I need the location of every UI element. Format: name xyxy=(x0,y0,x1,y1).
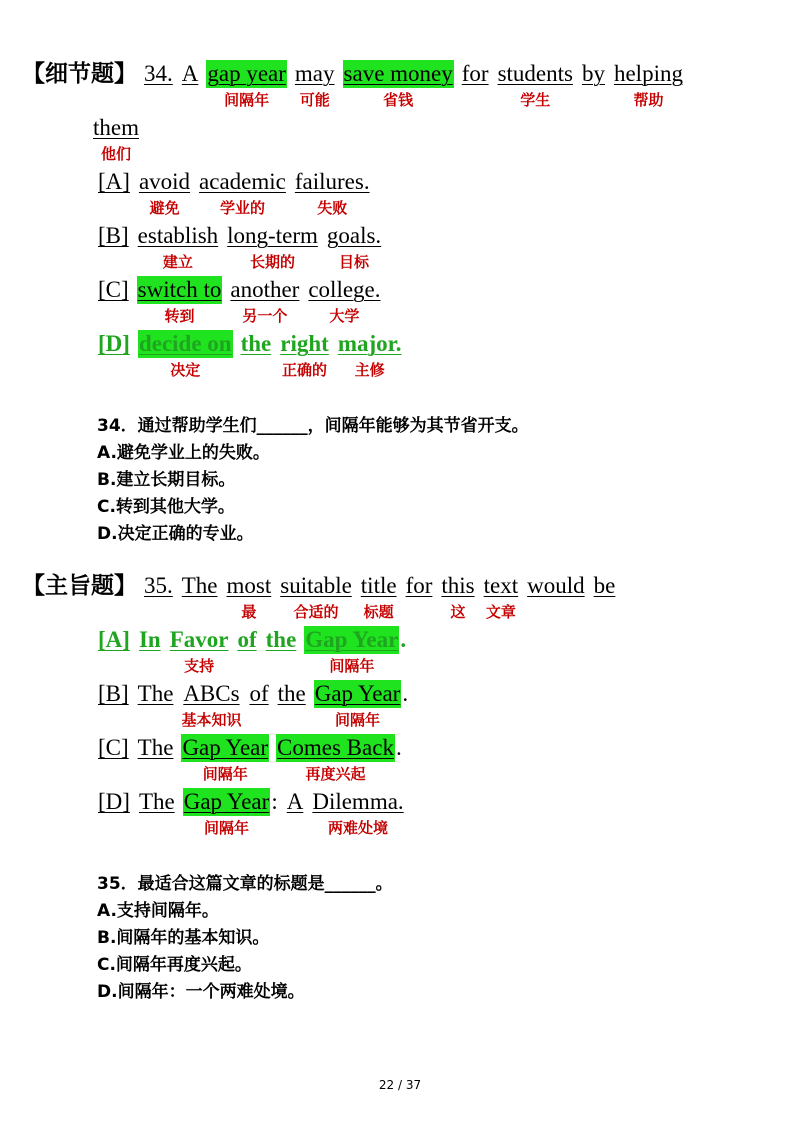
word-token xyxy=(581,60,606,110)
english-word: [D] xyxy=(98,789,130,814)
chinese-gloss: 文章 xyxy=(485,603,516,621)
english-word: 35. xyxy=(144,573,173,598)
word-token xyxy=(137,734,175,762)
chinese-gloss: 间隔年 xyxy=(202,765,248,783)
highlighted-word: Gap Year xyxy=(314,681,401,706)
word-token xyxy=(143,572,174,622)
word-token xyxy=(97,788,131,816)
chinese-gloss: 标题 xyxy=(363,603,394,621)
english-word: The xyxy=(138,789,175,814)
english-word: of xyxy=(237,627,257,652)
chinese-gloss: 再度兴起 xyxy=(305,765,366,783)
word-token xyxy=(181,60,200,110)
chinese-gloss: 决定 xyxy=(170,361,201,379)
english-word: [D] xyxy=(98,331,130,356)
english-word: may xyxy=(294,61,335,86)
word-token xyxy=(97,626,131,654)
english-word: the xyxy=(277,681,306,706)
word-token xyxy=(138,626,162,654)
english-word: text xyxy=(483,573,519,598)
q34-stem-line-2 xyxy=(92,114,147,164)
chinese-gloss: 目标 xyxy=(339,253,370,271)
word-token xyxy=(229,276,300,326)
chinese-gloss: 大学 xyxy=(329,307,360,325)
chinese-gloss: 学业的 xyxy=(219,199,265,217)
word-token xyxy=(97,734,130,762)
q35-option-c xyxy=(97,734,410,784)
chinese-gloss: 学生 xyxy=(520,91,551,109)
word-token xyxy=(343,60,454,110)
q35-stem-line-1 xyxy=(22,572,623,622)
chinese-gloss: 建立 xyxy=(162,253,193,271)
word-token xyxy=(97,276,130,304)
word-token xyxy=(169,626,230,676)
q35-option-b xyxy=(97,680,416,730)
word-token xyxy=(286,788,305,816)
word-token xyxy=(198,168,287,218)
english-word: for xyxy=(461,61,489,86)
q34-option-b xyxy=(97,222,389,272)
chinese-gloss: 支持 xyxy=(184,657,215,675)
word-token xyxy=(497,60,574,110)
q34-option-a xyxy=(97,168,378,218)
english-word: establish xyxy=(137,223,219,248)
word-token xyxy=(137,222,220,272)
english-word: them xyxy=(93,115,139,140)
page-number: 22 / 37 xyxy=(378,1078,422,1092)
english-word: long-term xyxy=(227,223,318,248)
english-word: 34. xyxy=(144,61,173,86)
english-word: college. xyxy=(308,277,381,302)
chinese-gloss: 长期的 xyxy=(250,253,296,271)
word-token xyxy=(526,572,586,622)
english-word: . xyxy=(400,627,407,652)
chinese-gloss: 最 xyxy=(241,603,257,621)
q34-type-tag: 【细节题】 xyxy=(22,61,137,87)
english-word: [C] xyxy=(98,735,129,760)
word-token xyxy=(181,572,219,622)
english-word: most xyxy=(226,573,272,598)
chinese-gloss: 转到 xyxy=(164,307,195,325)
chinese-gloss: 间隔年 xyxy=(224,91,270,109)
q34-cn-option-b: B.建立长期目标。 xyxy=(97,470,236,490)
word-token xyxy=(294,168,371,218)
word-token xyxy=(226,222,319,272)
word-token xyxy=(143,60,174,110)
english-word: this xyxy=(441,573,475,598)
word-token xyxy=(326,222,382,272)
q35-cn-question: 35．最适合这篇文章的标题是______。 xyxy=(97,874,393,894)
chinese-gloss: 正确的 xyxy=(282,361,328,379)
word-token xyxy=(270,788,278,816)
word-token xyxy=(307,276,381,326)
word-token xyxy=(137,276,223,326)
word-token xyxy=(395,734,403,762)
word-token xyxy=(337,330,403,380)
english-word: [C] xyxy=(98,277,129,302)
english-word: . xyxy=(395,735,402,760)
english-word: of xyxy=(249,681,269,706)
english-word: helping xyxy=(613,61,683,86)
q35-type-tag: 【主旨题】 xyxy=(22,573,137,599)
word-token xyxy=(401,680,409,708)
word-token xyxy=(613,60,684,110)
english-word: major. xyxy=(337,331,402,356)
word-token xyxy=(138,330,233,380)
q35-cn-option-d: D.间隔年：一个两难处境。 xyxy=(97,982,305,1002)
chinese-gloss: 两难处境 xyxy=(327,819,388,837)
english-word: failures. xyxy=(294,169,370,194)
highlighted-word: gap year xyxy=(207,61,286,86)
english-word: A xyxy=(286,789,304,814)
chinese-gloss: 他们 xyxy=(100,145,131,163)
chinese-gloss: 省钱 xyxy=(383,91,414,109)
word-token xyxy=(360,572,398,622)
q34-stem-line-1 xyxy=(22,60,691,110)
english-word: . xyxy=(402,681,409,706)
english-word: for xyxy=(405,573,433,598)
english-word: suitable xyxy=(280,573,352,598)
english-word: right xyxy=(280,331,329,356)
q34-option-c xyxy=(97,276,389,326)
word-token xyxy=(279,572,353,622)
word-token xyxy=(97,222,130,250)
word-token xyxy=(137,680,175,708)
english-word: [B] xyxy=(98,681,129,706)
q34-cn-option-d: D.决定正确的专业。 xyxy=(97,524,254,544)
word-token xyxy=(440,572,475,622)
highlighted-word: Comes Back xyxy=(277,735,394,760)
english-word: In xyxy=(138,627,161,652)
english-word: The xyxy=(137,735,174,760)
word-token xyxy=(226,572,273,622)
english-word: academic xyxy=(199,169,286,194)
q35-cn-option-c: C.间隔年再度兴起。 xyxy=(97,955,252,975)
chinese-gloss: 失败 xyxy=(317,199,348,217)
word-token xyxy=(405,572,434,622)
english-word: the xyxy=(240,331,272,356)
q35-option-a-answer xyxy=(97,626,414,676)
chinese-gloss: 合适的 xyxy=(293,603,339,621)
word-token xyxy=(97,168,131,196)
word-token xyxy=(248,680,269,708)
word-token xyxy=(181,680,241,730)
highlighted-word: Gap Year xyxy=(183,789,270,814)
highlighted-word: switch to xyxy=(137,277,222,302)
english-word: avoid xyxy=(138,169,191,194)
english-word: title xyxy=(360,573,397,598)
chinese-gloss: 这 xyxy=(450,603,466,621)
word-token xyxy=(183,788,271,838)
english-word: would xyxy=(527,573,585,598)
q34-cn-question: 34．通过帮助学生们______，间隔年能够为其节省开支。 xyxy=(97,416,529,436)
word-token xyxy=(399,626,407,654)
english-word: : xyxy=(271,789,278,814)
word-token xyxy=(138,168,191,218)
word-token xyxy=(593,572,617,622)
english-word: goals. xyxy=(326,223,382,248)
english-word: A xyxy=(181,61,199,86)
chinese-gloss: 主修 xyxy=(354,361,385,379)
word-token xyxy=(294,60,336,110)
english-word: be xyxy=(593,573,616,598)
chinese-gloss: 间隔年 xyxy=(329,657,375,675)
word-token xyxy=(311,788,404,838)
english-word: [A] xyxy=(98,169,130,194)
chinese-gloss: 基本知识 xyxy=(181,711,242,729)
q34-cn-option-c: C.转到其他大学。 xyxy=(97,497,235,517)
english-word: by xyxy=(581,61,605,86)
q35-option-d xyxy=(97,788,412,838)
word-token xyxy=(461,60,490,110)
word-token xyxy=(97,680,130,708)
q34-option-d-answer xyxy=(97,330,409,380)
q35-cn-option-a: A.支持间隔年。 xyxy=(97,901,219,921)
english-word: The xyxy=(181,573,218,598)
chinese-gloss: 避免 xyxy=(149,199,180,217)
chinese-gloss: 另一个 xyxy=(242,307,288,325)
highlighted-word: Gap Year xyxy=(182,735,269,760)
english-word: another xyxy=(230,277,300,302)
word-token xyxy=(92,114,140,164)
word-token xyxy=(138,788,176,816)
highlighted-word: Gap Year xyxy=(305,627,399,652)
q34-cn-option-a: A.避免学业上的失败。 xyxy=(97,443,270,463)
english-word: Dilemma. xyxy=(312,789,404,814)
english-word: Favor xyxy=(169,627,229,652)
english-word: ABCs xyxy=(183,681,240,706)
english-word: [A] xyxy=(98,627,130,652)
chinese-gloss: 间隔年 xyxy=(204,819,250,837)
english-word: the xyxy=(265,627,297,652)
chinese-gloss: 间隔年 xyxy=(335,711,381,729)
q35-cn-option-b: B.间隔年的基本知识。 xyxy=(97,928,270,948)
word-token xyxy=(279,330,330,380)
word-token xyxy=(265,626,298,654)
word-token xyxy=(181,734,269,784)
word-token xyxy=(304,626,399,676)
english-word: [B] xyxy=(98,223,129,248)
word-token xyxy=(97,330,131,358)
chinese-gloss: 帮助 xyxy=(633,91,664,109)
word-token xyxy=(236,626,257,654)
word-token xyxy=(483,572,520,622)
chinese-gloss: 可能 xyxy=(299,91,330,109)
word-token xyxy=(206,60,287,110)
word-token xyxy=(240,330,273,358)
word-token xyxy=(276,734,395,784)
english-word: The xyxy=(137,681,174,706)
word-token xyxy=(277,680,307,708)
highlighted-word: save money xyxy=(343,61,453,86)
english-word: students xyxy=(497,61,573,86)
word-token xyxy=(314,680,402,730)
highlighted-word: decide on xyxy=(138,331,232,356)
